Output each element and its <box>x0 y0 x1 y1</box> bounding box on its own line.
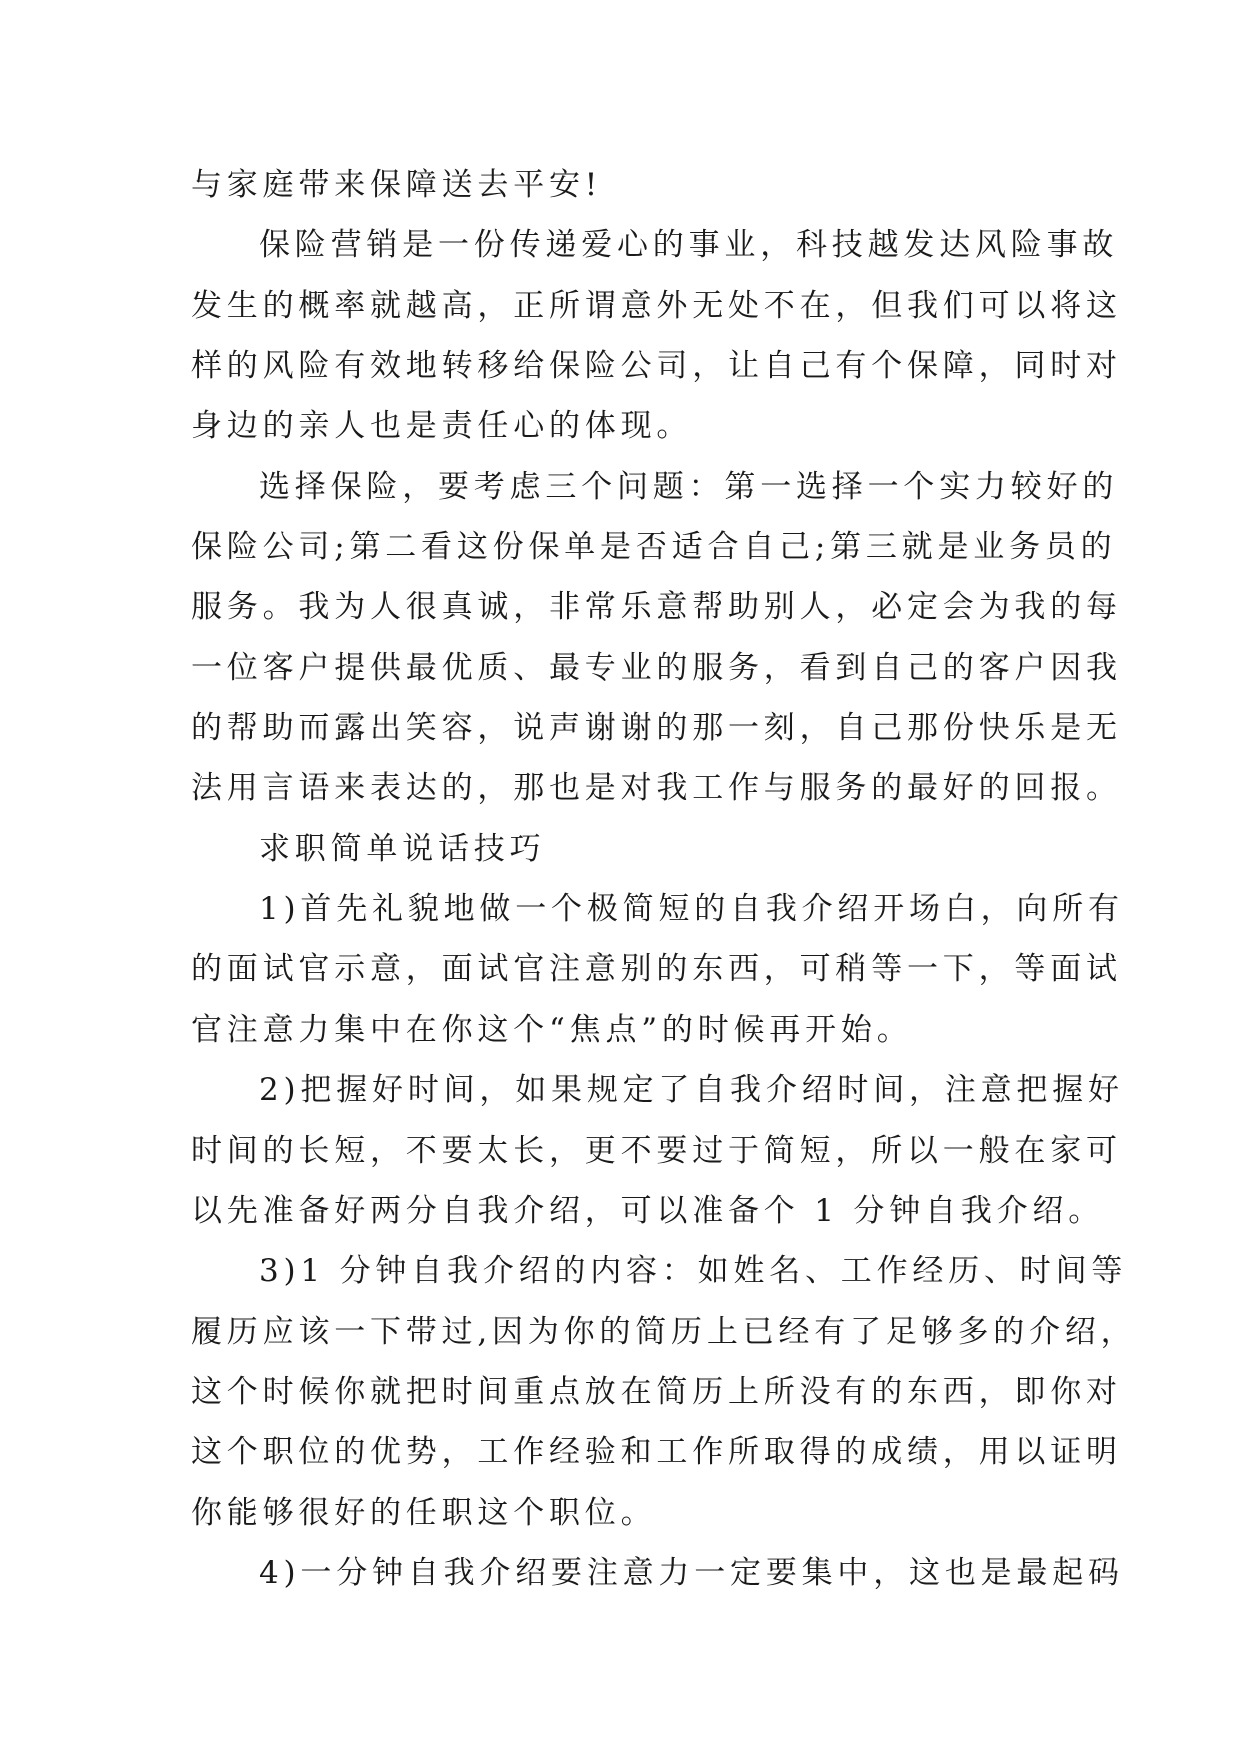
text-line: 保险营销是一份传递爱心的事业，科技越发达风险事故 <box>259 227 1119 264</box>
text-line: 这个职位的优势，工作经验和工作所取得的成绩，用以证明 <box>191 1434 1122 1471</box>
text-line: 服务。我为人很真诚，非常乐意帮助别人，必定会为我的每 <box>191 589 1122 626</box>
text-line: 以先准备好两分自我介绍，可以准备个 1 分钟自我介绍。 <box>191 1192 1105 1229</box>
text-line: 2)把握好时间，如果规定了自我介绍时间，注意把握好 <box>259 1072 1124 1109</box>
text-line: 法用言语来表达的，那也是对我工作与服务的最好的回报。 <box>191 770 1122 807</box>
text-line: 1)首先礼貌地做一个极简短的自我介绍开场白，向所有 <box>259 891 1124 928</box>
text-line: 保险公司;第二看这份保单是否适合自己;第三就是业务员的 <box>191 529 1117 566</box>
text-line: 求职简单说话技巧 <box>259 830 546 867</box>
text-line: 官注意力集中在你这个“焦点”的时候再开始。 <box>191 1011 913 1048</box>
text-line: 发生的概率就越高，正所谓意外无处不在，但我们可以将这 <box>191 287 1122 324</box>
text-line: 与家庭带来保障送去平安! <box>191 167 603 203</box>
text-line: 3)1 分钟自我介绍的内容：如姓名、工作经历、时间等 <box>259 1253 1128 1290</box>
text-line: 一位客户提供最优质、最专业的服务，看到自己的客户因我 <box>191 649 1122 686</box>
text-line: 的面试官示意，面试官注意别的东西，可稍等一下，等面试 <box>191 951 1122 988</box>
text-line: 履历应该一下带过,因为你的简历上已经有了足够多的介绍， <box>191 1313 1137 1350</box>
text-line: 时间的长短，不要太长，更不要过于简短，所以一般在家可 <box>191 1132 1122 1169</box>
text-line: 这个时候你就把时间重点放在简历上所没有的东西，即你对 <box>191 1373 1122 1410</box>
text-line: 选择保险，要考虑三个问题：第一选择一个实力较好的 <box>259 468 1119 505</box>
text-line: 你能够很好的任职这个职位。 <box>191 1494 657 1531</box>
text-line: 4)一分钟自我介绍要注意力一定要集中，这也是最起码 <box>259 1554 1124 1591</box>
text-line: 身边的亲人也是责任心的体现。 <box>191 408 693 445</box>
document-body <box>191 155 1137 1603</box>
text-line: 的帮助而露出笑容，说声谢谢的那一刻，自己那份快乐是无 <box>191 710 1122 747</box>
text-line: 样的风险有效地转移给保险公司，让自己有个保障，同时对 <box>191 348 1122 385</box>
